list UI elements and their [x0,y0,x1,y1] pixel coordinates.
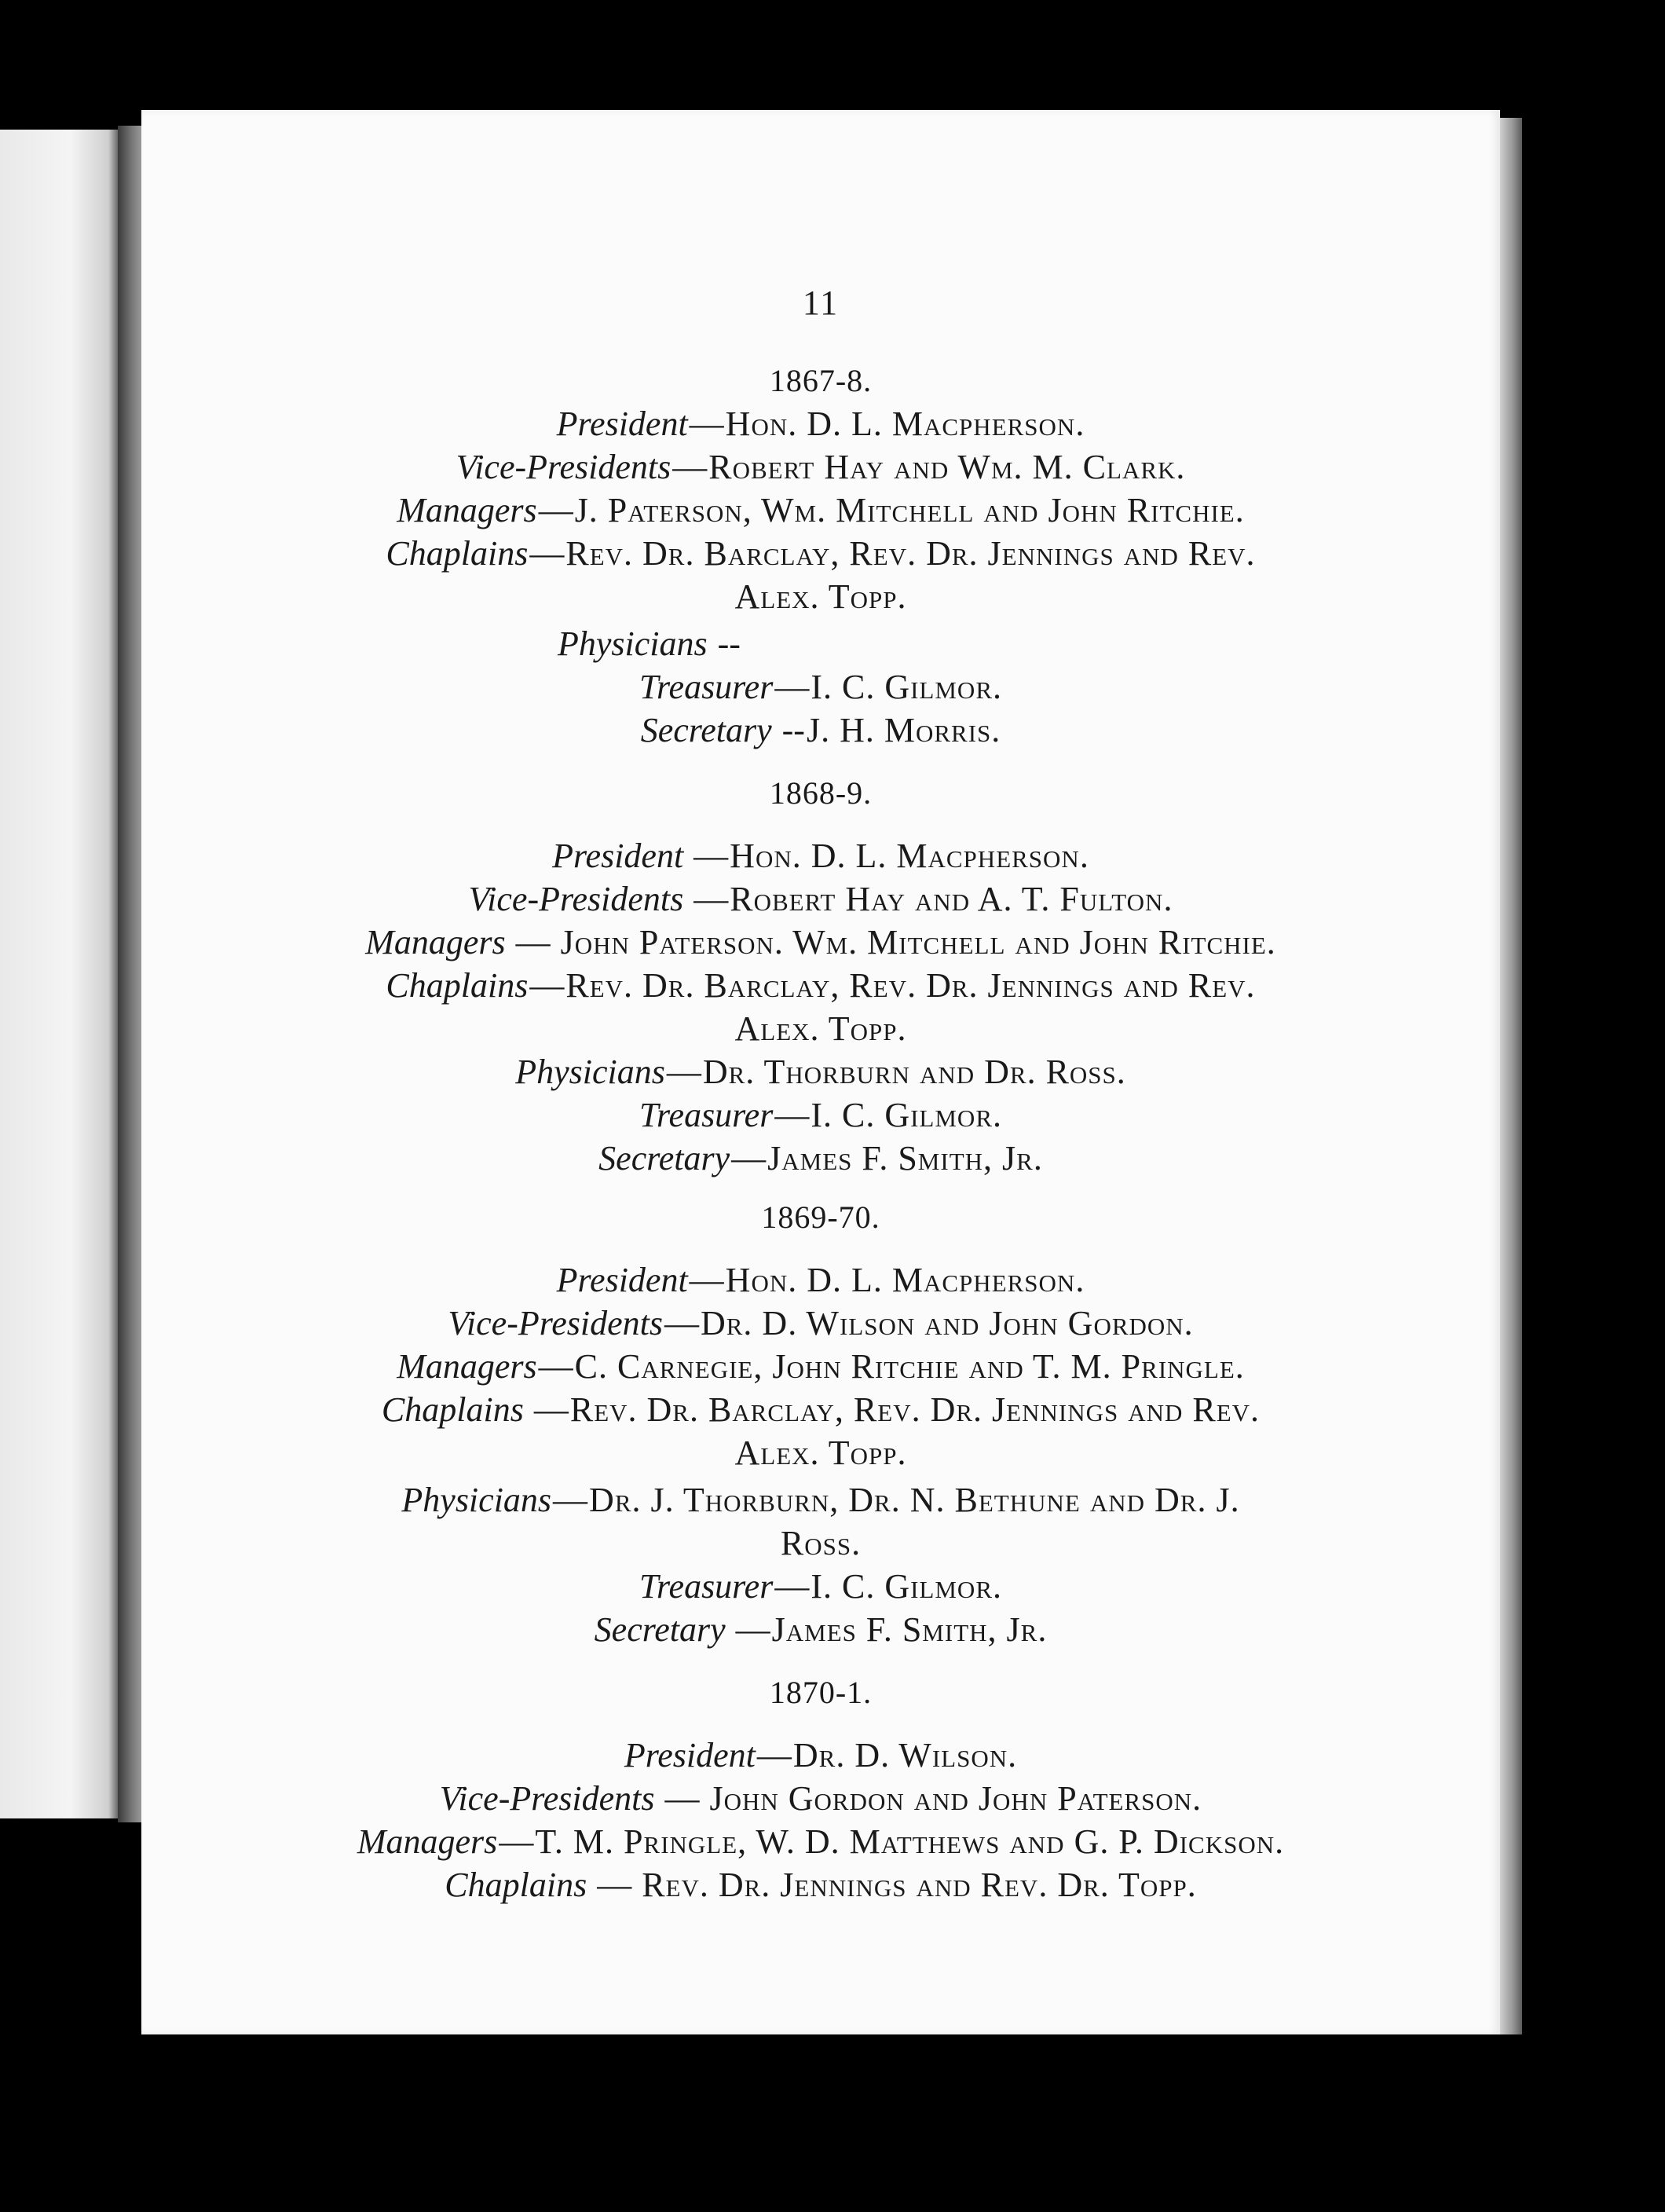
facing-page-edge [0,130,118,1818]
role-dash: — [529,966,565,1005]
officer-names: I. C. Gilmor. [811,1096,1002,1134]
officer-line [141,446,1500,489]
role-label: Treasurer [639,1096,774,1134]
role-dash: — [538,491,573,529]
role-dash: — [774,1567,810,1606]
role-dash: — [774,1096,810,1134]
role-label: Physicians [515,1053,665,1091]
page-content [141,110,1500,2034]
role-dash: — [664,1304,699,1342]
section-year: 1868-9. [769,775,873,811]
role-label: Secretary [640,711,772,749]
officer-line [141,835,1500,877]
officer-names: James F. Smith, Jr. [767,1139,1043,1177]
officer-names: Robert Hay and A. T. Fulton. [730,880,1173,918]
page-number: 11 [802,284,840,322]
role-label: President [552,837,684,875]
role-label: Physicians [401,1481,552,1519]
officer-line [141,1051,1500,1093]
officer-line [141,1566,1500,1608]
role-dash: — [731,1139,767,1177]
officer-line [141,1094,1500,1137]
role-dash: — [499,1822,534,1861]
role-label: Chaplains [381,1390,524,1429]
officer-line [141,1734,1500,1777]
officer-names: J. Paterson, Wm. Mitchell and John Ritchie. [574,491,1245,529]
officer-line [141,1864,1500,1906]
role-dash: — [685,837,729,875]
officer-names: Dr. J. Thorburn, Dr. N. Bethune and Dr. J. [589,1481,1240,1519]
officer-names: Hon. D. L. Macpherson. [725,405,1085,443]
role-label: Managers [397,1347,537,1386]
officer-line [141,1479,1500,1522]
page-edge-shadow [1500,118,1522,2034]
role-label: Vice-Presidents [439,1779,655,1818]
officer-line-continuation [141,1522,1500,1565]
officer-names: Rev. Dr. Barclay, Rev. Dr. Jennings and Rev. [565,534,1256,573]
role-label: President [556,405,688,443]
officer-line [141,1346,1500,1388]
officer-line [141,1609,1500,1651]
role-label: Physicians [558,624,708,663]
role-label: Secretary [594,1610,726,1649]
officer-line [141,403,1500,445]
role-label: Vice-Presidents [448,1304,663,1342]
role-dash: — [525,1390,569,1429]
officer-line [141,1302,1500,1345]
officer-line [141,878,1500,921]
officer-names: Alex. Topp. [734,577,907,616]
officer-names: Rev. Dr. Jennings and Rev. Dr. Topp. [642,1866,1197,1904]
officer-names: J. H. Morris. [806,711,1001,749]
role-label: Treasurer [639,1567,774,1606]
role-dash: — [656,1779,708,1818]
role-dash: — [689,405,724,443]
officer-names: C. Carnegie, John Ritchie and T. M. Pringle. [574,1347,1245,1386]
officer-names: James F. Smith, Jr. [771,1610,1048,1649]
officer-line [141,1137,1500,1180]
role-dash: — [672,448,708,486]
role-label: Secretary [598,1139,730,1177]
officer-line [141,1778,1500,1820]
document-page [141,110,1500,2034]
officer-line [141,623,1500,665]
officer-names: T. M. Pringle, W. D. Matthews and G. P. Dickson. [535,1822,1285,1861]
officer-line-continuation [141,1432,1500,1474]
role-label: President [624,1736,756,1774]
officer-names: Hon. D. L. Macpherson. [730,837,1089,875]
section-year: 1867-8. [769,363,873,398]
role-dash: — [774,668,810,706]
officer-line [141,1259,1500,1302]
officer-names: Dr. D. Wilson. [792,1736,1018,1774]
role-dash: — [666,1053,701,1091]
officer-names: Robert Hay and Wm. M. Clark. [708,448,1186,486]
role-dash: — [588,1866,641,1904]
role-dash: -- [773,711,805,749]
officer-names: I. C. Gilmor. [811,1567,1002,1606]
officer-line [141,965,1500,1007]
officer-names: Dr. Thorburn and Dr. Ross. [702,1053,1126,1091]
officer-line [141,533,1500,575]
role-label: Chaplains [386,534,529,573]
role-label: Managers [365,923,506,961]
officer-names: Rev. Dr. Barclay, Rev. Dr. Jennings and Rev. [565,966,1256,1005]
officer-names: Hon. D. L. Macpherson. [725,1261,1085,1299]
officer-names: Alex. Topp. [734,1009,907,1048]
role-dash: — [538,1347,573,1386]
officer-names: Dr. D. Wilson and John Gordon. [700,1304,1194,1342]
officer-line [141,1821,1500,1863]
role-label: Vice-Presidents [456,448,671,486]
section-year: 1870-1. [769,1675,873,1710]
role-label: Managers [397,491,537,529]
officer-line-continuation [141,576,1500,618]
role-dash: — [529,534,565,573]
officer-line [141,709,1500,752]
role-label: Treasurer [639,668,774,706]
role-label: Vice-Presidents [468,880,684,918]
officer-names: Rev. Dr. Barclay, Rev. Dr. Jennings and Rev. [569,1390,1261,1429]
officer-line-continuation [141,1008,1500,1050]
officer-names: John Gordon and John Paterson. [709,1779,1202,1818]
officer-line [141,921,1500,964]
role-dash: — [756,1736,792,1774]
officer-line [141,489,1500,532]
officer-names: Ross. [780,1524,862,1562]
role-dash: — [689,1261,724,1299]
section-year: 1869-70. [761,1199,880,1235]
officer-names: John Paterson. Wm. Mitchell and John Ritchie. [560,923,1276,961]
role-dash: -- [708,624,741,663]
role-dash: — [553,1481,588,1519]
role-label: Chaplains [386,966,529,1005]
officer-line [141,666,1500,709]
role-dash: — [507,923,559,961]
role-dash: — [726,1610,770,1649]
officer-names: Alex. Topp. [734,1434,907,1472]
role-dash: — [685,880,729,918]
officer-line [141,1389,1500,1431]
officer-names: I. C. Gilmor. [811,668,1002,706]
role-label: Managers [357,1822,498,1861]
role-label: Chaplains [445,1866,587,1904]
role-label: President [556,1261,688,1299]
